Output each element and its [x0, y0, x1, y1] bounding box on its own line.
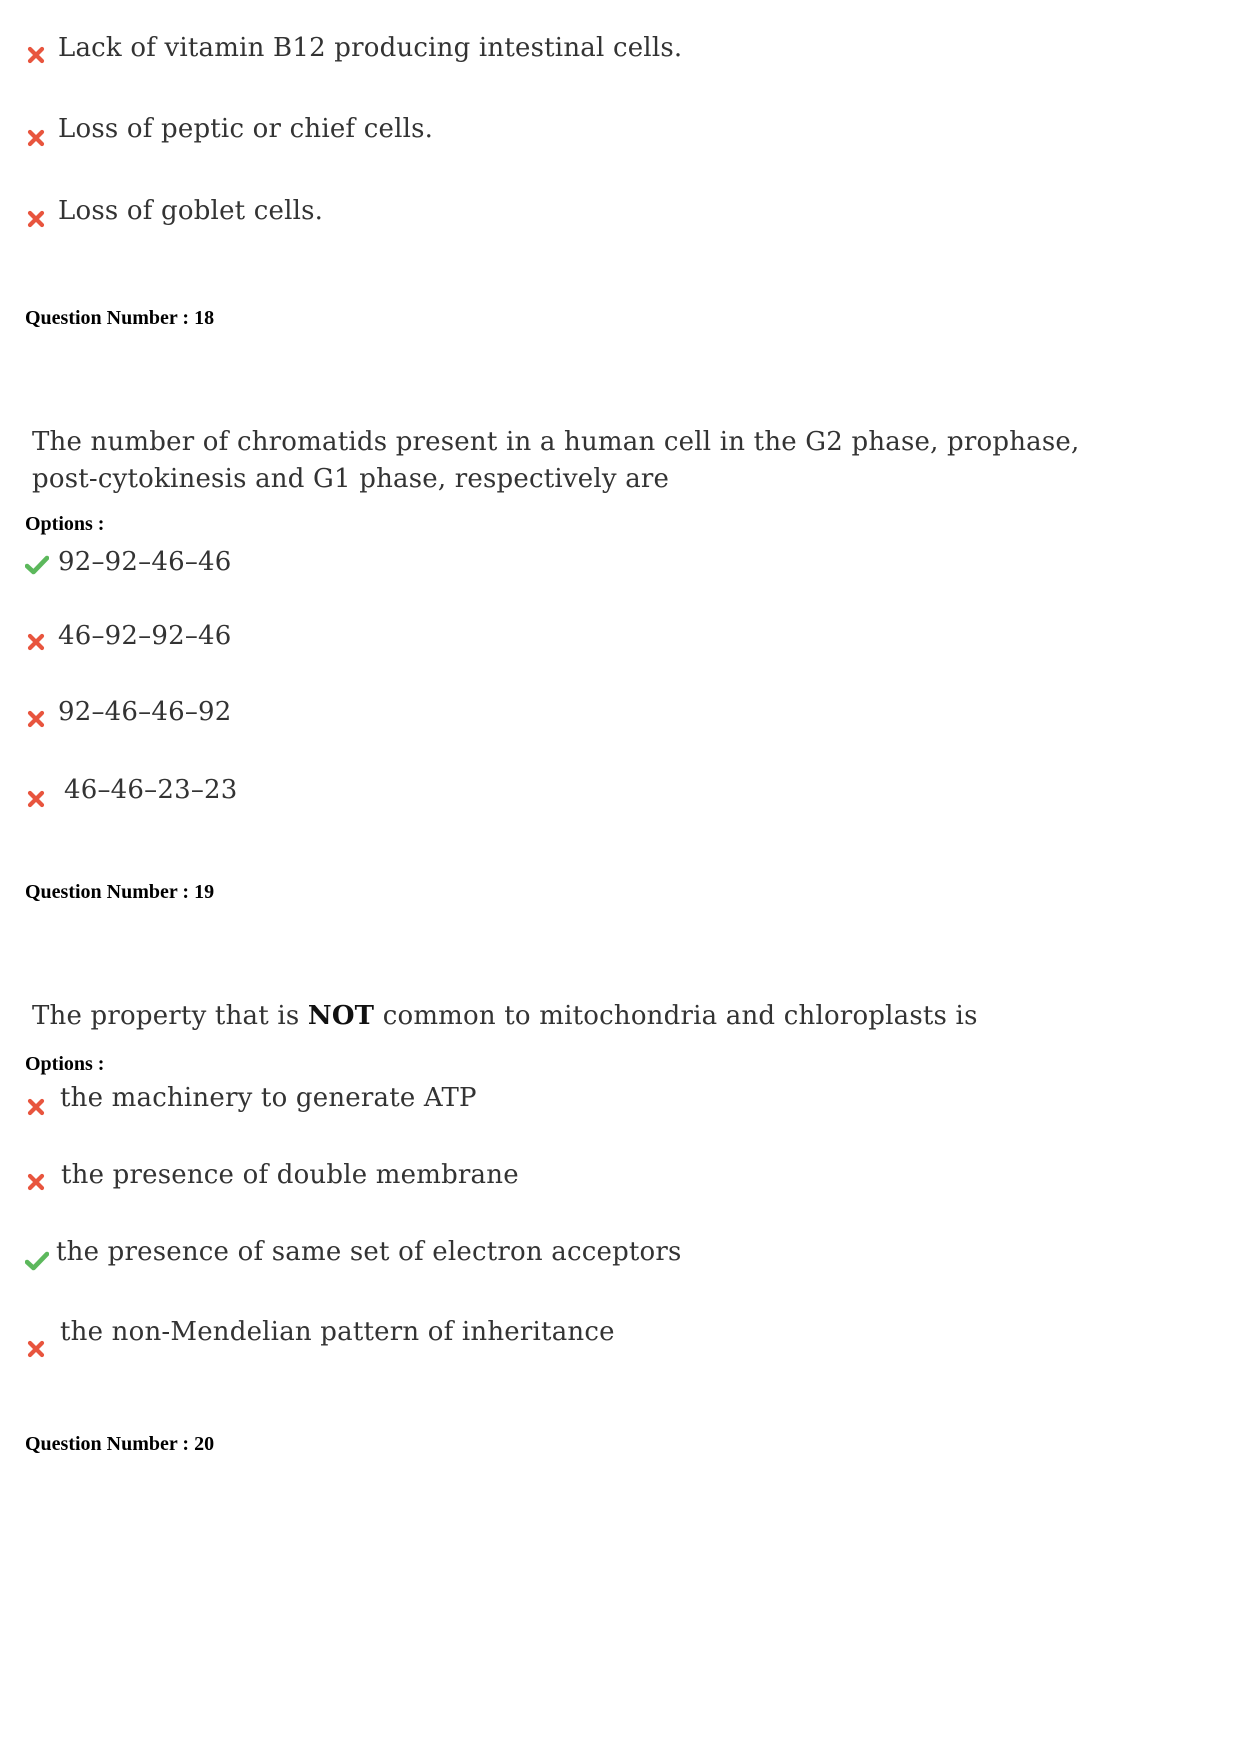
check-icon [25, 554, 47, 576]
question-18-text-line-1: The number of chromatids present in a human cell in the G2 phase, prophase, [32, 427, 1080, 457]
cross-icon [25, 127, 47, 149]
question-number-19: Question Number : 19 [25, 881, 215, 903]
cross-icon [25, 631, 47, 653]
option-text: Loss of peptic or chief cells. [58, 114, 434, 144]
question-number-20: Question Number : 20 [25, 1433, 215, 1455]
cross-icon [25, 208, 47, 230]
cross-icon [25, 1171, 47, 1193]
cross-icon [25, 708, 47, 730]
cross-icon [25, 1338, 47, 1360]
option-text: 92–92–46–46 [58, 547, 232, 577]
option-text: the presence of double membrane [61, 1160, 519, 1190]
question-19-text: The property that is NOT common to mitochondria and chloroplasts is [32, 1001, 978, 1031]
option-text: the machinery to generate ATP [60, 1083, 477, 1113]
question-number-18: Question Number : 18 [25, 307, 215, 329]
cross-icon [25, 1096, 47, 1118]
question-18-text-line-2: post-cytokinesis and G1 phase, respectively are [32, 464, 670, 494]
option-text: the non-Mendelian pattern of inheritance [60, 1317, 615, 1347]
options-label: Options : [25, 513, 105, 535]
option-text: the presence of same set of electron acceptors [56, 1237, 682, 1267]
option-text: Loss of goblet cells. [58, 196, 324, 226]
option-text: 46–46–23–23 [64, 775, 238, 805]
option-text: 46–92–92–46 [58, 621, 232, 651]
check-icon [25, 1250, 47, 1272]
options-label: Options : [25, 1053, 105, 1075]
option-text: 92–46–46–92 [58, 697, 232, 727]
emphasis-not: NOT [307, 1001, 375, 1031]
clipped-text-stub [25, 905, 225, 908]
cross-icon [25, 788, 47, 810]
option-text: Lack of vitamin B12 producing intestinal cells. [58, 33, 683, 63]
cross-icon [25, 44, 47, 66]
